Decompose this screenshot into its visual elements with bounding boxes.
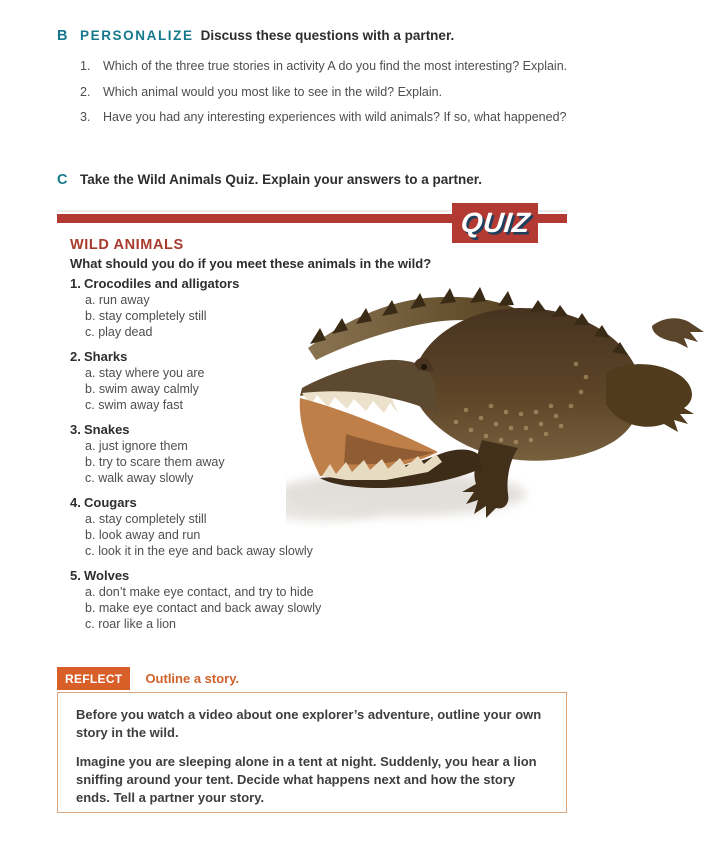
question-option: c. swim away fast	[85, 398, 183, 412]
section-b-heading	[57, 28, 454, 44]
question-option: a. don’t make eye contact, and try to hide	[85, 585, 314, 599]
question-number: 2.	[70, 349, 81, 364]
reflect-box	[57, 692, 567, 813]
reflect-paragraph: Imagine you are sleeping alone in a tent at night. Suddenly, you hear a lion sniffing around your tent. Decide what happens next and how the story ends. Tell a partner your story.	[76, 753, 537, 805]
question-number: 5.	[70, 568, 81, 583]
question-number: 3.	[70, 422, 81, 437]
question-title: Crocodiles and alligators	[84, 276, 240, 291]
section-c-instruction: Take the Wild Animals Quiz. Explain your answers to a partner.	[80, 172, 482, 187]
section-b-instruction: Discuss these questions with a partner.	[200, 28, 455, 43]
reflect-heading	[57, 667, 239, 690]
list-item-number: 2.	[80, 84, 91, 99]
question-option: c. walk away slowly	[85, 471, 194, 485]
list-item	[80, 58, 580, 75]
question-option: c. play dead	[85, 325, 153, 339]
question-title: Sharks	[84, 349, 128, 364]
list-item	[80, 84, 580, 101]
list-item-number: 3.	[80, 110, 91, 124]
quiz-question	[70, 568, 375, 632]
list-item-text: Have you had any interesting experiences with wild animals? If so, what happened?	[103, 110, 567, 124]
list-item	[80, 109, 580, 126]
question-number: 1.	[70, 276, 81, 291]
question-number: 4.	[70, 495, 81, 510]
section-c-letter: C	[57, 172, 68, 188]
list-item-number: 1.	[80, 59, 91, 73]
crocodile-eye	[421, 364, 427, 370]
question-title: Wolves	[84, 568, 130, 583]
question-option: a. run away	[85, 293, 150, 307]
section-b-letter: B	[57, 28, 68, 44]
reflect-paragraph: Before you watch a video about one explorer’s adventure, outline your own story in the wild.	[76, 707, 542, 740]
section-b-keyword: PERSONALIZE	[80, 28, 194, 43]
question-option: b. look away and run	[85, 528, 201, 542]
quiz-subtitle: What should you do if you meet these animals in the wild?	[70, 256, 432, 271]
crocodile-illustration	[286, 272, 708, 528]
quiz-badge-label: QUIZ	[458, 207, 532, 238]
reflect-label: Outline a story.	[145, 671, 240, 686]
question-option: b. try to scare them away	[85, 455, 225, 469]
list-item-text: Which of the three true stories in activity A do you find the most interesting? Explain.	[103, 59, 568, 73]
reflect-tag: REFLECT	[57, 667, 130, 690]
section-c-heading	[57, 172, 482, 188]
question-option: a. stay completely still	[85, 512, 207, 526]
question-title: Snakes	[84, 422, 130, 437]
question-option: b. swim away calmly	[85, 382, 199, 396]
question-option: c. look it in the eye and back away slowly	[85, 544, 313, 558]
section-b-question-list	[80, 58, 580, 135]
question-option: a. stay where you are	[85, 366, 205, 380]
quiz-badge	[452, 203, 538, 243]
question-title: Cougars	[84, 495, 137, 510]
list-item-text: Which animal would you most like to see in the wild? Explain.	[103, 84, 443, 99]
question-option: c. roar like a lion	[85, 617, 177, 631]
crocodile-image	[286, 272, 708, 528]
quiz-title: WILD ANIMALS	[70, 237, 184, 253]
question-option: b. stay completely still	[85, 309, 207, 323]
question-option: b. make eye contact and back away slowly	[85, 601, 322, 615]
question-option: a. just ignore them	[85, 439, 188, 453]
